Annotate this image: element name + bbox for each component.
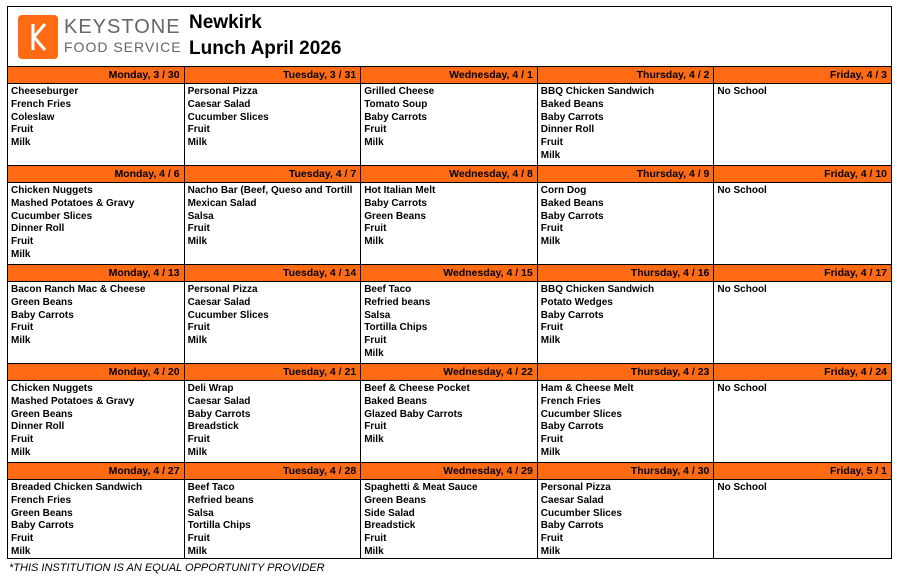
day-header: Friday, 5 / 1 (714, 463, 891, 480)
menu-item: Baked Beans (540, 98, 604, 110)
menu-item: Breaded Chicken Sandwich (11, 482, 143, 493)
menu-item: Milk (187, 335, 208, 347)
day-header: Friday, 4 / 10 (714, 166, 891, 183)
day-header: Wednesday, 4 / 29 (361, 463, 537, 480)
menu-item: Caesar Salad (187, 98, 251, 110)
menu-item: BBQ Chicken Sandwich (540, 284, 655, 295)
day-menu-list (8, 183, 184, 262)
menu-item: Baked Beans (364, 395, 427, 407)
day-menu-list (714, 381, 891, 396)
menu-item: Breadstick (364, 520, 416, 532)
menu-item: Tortilla Chips (364, 322, 428, 334)
day-cell (8, 67, 185, 166)
menu-item: Fruit (187, 434, 210, 446)
day-menu-list (538, 282, 714, 348)
menu-item: Baby Carrots (11, 520, 74, 532)
menu-item: Milk (11, 545, 31, 557)
menu-item: Green Beans (11, 408, 73, 420)
menu-item: Milk (364, 347, 384, 359)
menu-header (8, 7, 891, 67)
menu-item: Nacho Bar (Beef, Queso and Tortill (187, 185, 353, 196)
menu-item: Coleslaw (11, 111, 55, 123)
day-menu-list (714, 183, 891, 198)
menu-item: Potato Wedges (540, 296, 613, 308)
day-cell (714, 67, 891, 166)
menu-item: French Fries (11, 494, 72, 506)
menu-item: Personal Pizza (540, 482, 611, 493)
menu-item: Spaghetti & Meat Sauce (364, 482, 478, 493)
menu-item: No School (717, 284, 767, 295)
menu-item: Milk (364, 434, 384, 446)
menu-item: Grilled Cheese (364, 86, 435, 97)
day-header: Thursday, 4 / 30 (538, 463, 714, 480)
day-cell (361, 67, 538, 166)
menu-item: Baby Carrots (540, 421, 604, 433)
menu-item: Fruit (11, 236, 34, 248)
day-menu-list (538, 480, 714, 559)
day-header: Tuesday, 4 / 21 (185, 364, 361, 381)
day-menu-list (185, 480, 361, 559)
day-header: Wednesday, 4 / 15 (361, 265, 537, 282)
menu-item: Fruit (11, 434, 34, 446)
day-cell (8, 364, 185, 463)
menu-item: Baked Beans (540, 197, 604, 209)
menu-item: Green Beans (364, 210, 426, 222)
menu-item: Cucumber Slices (540, 507, 622, 519)
day-cell (361, 364, 538, 463)
menu-item: Milk (364, 137, 384, 149)
menu-item: Chicken Nuggets (11, 383, 93, 394)
menu-item: Fruit (364, 421, 387, 433)
logo-line-food-service: FOOD SERVICE (64, 39, 182, 55)
menu-item: Baby Carrots (364, 197, 427, 209)
day-menu-list (714, 282, 891, 297)
menu-item: Breadstick (187, 421, 239, 433)
menu-item: Beef Taco (364, 284, 412, 295)
day-header: Friday, 4 / 3 (714, 67, 891, 84)
day-cell (8, 166, 185, 265)
menu-item: Mashed Potatoes & Gravy (11, 197, 135, 209)
day-cell (185, 364, 362, 463)
menu-item: Green Beans (11, 296, 73, 308)
day-cell (714, 265, 891, 364)
day-cell (714, 364, 891, 463)
menu-item: Dinner Roll (540, 124, 595, 136)
day-header: Monday, 4 / 20 (8, 364, 184, 381)
menu-item: Side Salad (364, 507, 415, 519)
day-header: Thursday, 4 / 9 (538, 166, 714, 183)
day-header: Monday, 3 / 30 (8, 67, 184, 84)
day-menu-list (185, 381, 361, 460)
menu-item: Milk (11, 248, 31, 260)
menu-item: Baby Carrots (540, 111, 604, 123)
menu-item: Beef & Cheese Pocket (364, 383, 470, 394)
menu-item: Baby Carrots (364, 111, 427, 123)
day-cell (8, 463, 185, 559)
menu-item: Fruit (187, 124, 210, 136)
menu-item: Cucumber Slices (187, 111, 269, 123)
menu-item: Bacon Ranch Mac & Cheese (11, 284, 146, 295)
menu-item: Milk (11, 446, 31, 458)
equal-opportunity-footer: *THIS INSTITUTION IS AN EQUAL OPPORTUNITY PROVIDER (9, 562, 325, 574)
menu-item: Glazed Baby Carrots (364, 408, 463, 420)
day-cell (185, 265, 362, 364)
menu-item: Baby Carrots (540, 520, 604, 532)
day-header: Monday, 4 / 27 (8, 463, 184, 480)
menu-item: No School (717, 185, 767, 196)
menu-item: Milk (540, 335, 561, 347)
menu-item: Deli Wrap (187, 383, 234, 394)
menu-calendar-grid (8, 67, 891, 559)
page-title: Lunch April 2026 (189, 38, 342, 59)
day-cell (538, 67, 715, 166)
menu-item: Dinner Roll (11, 223, 65, 235)
menu-item: Milk (187, 446, 208, 458)
day-menu-list (185, 282, 361, 348)
day-cell (538, 265, 715, 364)
menu-item: Milk (11, 137, 31, 149)
menu-item: Salsa (364, 309, 391, 321)
day-header: Thursday, 4 / 16 (538, 265, 714, 282)
logo-wordmark (64, 16, 184, 56)
day-menu-list (185, 183, 361, 249)
day-menu-list (714, 84, 891, 99)
menu-item: Fruit (364, 223, 387, 235)
day-menu-list (361, 84, 537, 150)
menu-item: Fruit (187, 533, 210, 545)
day-header: Thursday, 4 / 2 (538, 67, 714, 84)
day-cell (714, 463, 891, 559)
menu-item: Baby Carrots (540, 210, 604, 222)
day-menu-list (361, 282, 537, 361)
menu-item: Beef Taco (187, 482, 235, 493)
day-menu-list (361, 480, 537, 559)
day-cell (538, 364, 715, 463)
day-menu-list (714, 480, 891, 495)
menu-item: Mexican Salad (187, 197, 257, 209)
day-header: Tuesday, 4 / 28 (185, 463, 361, 480)
day-menu-list (8, 480, 184, 559)
day-header: Monday, 4 / 13 (8, 265, 184, 282)
menu-item: No School (717, 383, 767, 394)
day-cell (8, 265, 185, 364)
menu-item: Tomato Soup (364, 98, 428, 110)
menu-item: Green Beans (11, 507, 73, 519)
day-cell (361, 463, 538, 559)
menu-item: Caesar Salad (540, 494, 604, 506)
menu-item: Fruit (187, 223, 210, 235)
menu-item: Milk (187, 137, 208, 149)
menu-item: Salsa (187, 507, 214, 519)
menu-item: Fruit (364, 124, 387, 136)
menu-item: Refried beans (364, 296, 431, 308)
menu-item: Milk (540, 446, 561, 458)
menu-item: Baby Carrots (11, 309, 74, 321)
day-cell (185, 463, 362, 559)
day-menu-list (8, 84, 184, 150)
menu-item: Cucumber Slices (187, 309, 269, 321)
day-cell (361, 166, 538, 265)
menu-item: Salsa (187, 210, 214, 222)
menu-item: Baby Carrots (540, 309, 604, 321)
menu-item: Fruit (11, 533, 34, 545)
day-header: Friday, 4 / 24 (714, 364, 891, 381)
day-menu-list (538, 84, 714, 163)
day-header: Tuesday, 4 / 7 (185, 166, 361, 183)
menu-item: Fruit (11, 124, 34, 136)
menu-item: Fruit (364, 533, 387, 545)
day-header: Tuesday, 3 / 31 (185, 67, 361, 84)
menu-item: Milk (540, 545, 561, 557)
day-header: Tuesday, 4 / 14 (185, 265, 361, 282)
menu-item: Fruit (11, 322, 34, 334)
menu-item: Fruit (187, 322, 210, 334)
day-menu-list (538, 381, 714, 460)
day-header: Monday, 4 / 6 (8, 166, 184, 183)
day-menu-list (361, 183, 537, 249)
menu-item: Cheeseburger (11, 86, 79, 97)
menu-item: Hot Italian Melt (364, 185, 436, 196)
day-menu-list (185, 84, 361, 150)
menu-item: Milk (364, 545, 384, 557)
day-menu-list (8, 381, 184, 460)
day-cell (185, 67, 362, 166)
menu-item: Mashed Potatoes & Gravy (11, 395, 135, 407)
day-header: Wednesday, 4 / 1 (361, 67, 537, 84)
day-header: Wednesday, 4 / 22 (361, 364, 537, 381)
day-header: Friday, 4 / 17 (714, 265, 891, 282)
day-menu-list (538, 183, 714, 249)
menu-item: Fruit (540, 434, 564, 446)
menu-item: Dinner Roll (11, 421, 65, 433)
menu-item: Personal Pizza (187, 86, 258, 97)
day-header: Thursday, 4 / 23 (538, 364, 714, 381)
menu-item: Cucumber Slices (540, 408, 622, 420)
menu-item: Chicken Nuggets (11, 185, 93, 196)
school-name: Newkirk (189, 12, 262, 33)
day-cell (538, 463, 715, 559)
day-cell (185, 166, 362, 265)
menu-item: Cucumber Slices (11, 210, 93, 222)
menu-item: Milk (540, 236, 561, 248)
day-header: Wednesday, 4 / 8 (361, 166, 537, 183)
menu-item: Fruit (540, 223, 564, 235)
day-menu-list (361, 381, 537, 447)
menu-item: Refried beans (187, 494, 254, 506)
menu-item: Ham & Cheese Melt (540, 383, 634, 394)
menu-item: Fruit (540, 137, 564, 149)
menu-item: BBQ Chicken Sandwich (540, 86, 655, 97)
menu-item: Corn Dog (540, 185, 587, 196)
menu-sheet (7, 6, 892, 559)
menu-item: Caesar Salad (187, 395, 251, 407)
day-cell (714, 166, 891, 265)
day-cell (538, 166, 715, 265)
menu-item: Milk (187, 236, 208, 248)
day-cell (361, 265, 538, 364)
logo-line-keystone: KEYSTONE (64, 16, 181, 38)
menu-item: Baby Carrots (187, 408, 251, 420)
menu-item: Fruit (540, 533, 564, 545)
menu-item: No School (717, 482, 767, 493)
menu-item: Tortilla Chips (187, 520, 251, 532)
menu-item: Milk (540, 149, 561, 161)
menu-item: French Fries (540, 395, 601, 407)
menu-item: Milk (364, 236, 384, 248)
menu-item: Fruit (540, 322, 564, 334)
menu-item: Milk (187, 545, 208, 557)
menu-item: Fruit (364, 335, 387, 347)
menu-item: Green Beans (364, 494, 426, 506)
menu-item: Personal Pizza (187, 284, 258, 295)
menu-item: No School (717, 86, 767, 97)
keystone-logo-icon (18, 15, 58, 59)
menu-item: Milk (11, 335, 31, 347)
day-menu-list (8, 282, 184, 348)
menu-item: French Fries (11, 98, 72, 110)
menu-item: Caesar Salad (187, 296, 251, 308)
